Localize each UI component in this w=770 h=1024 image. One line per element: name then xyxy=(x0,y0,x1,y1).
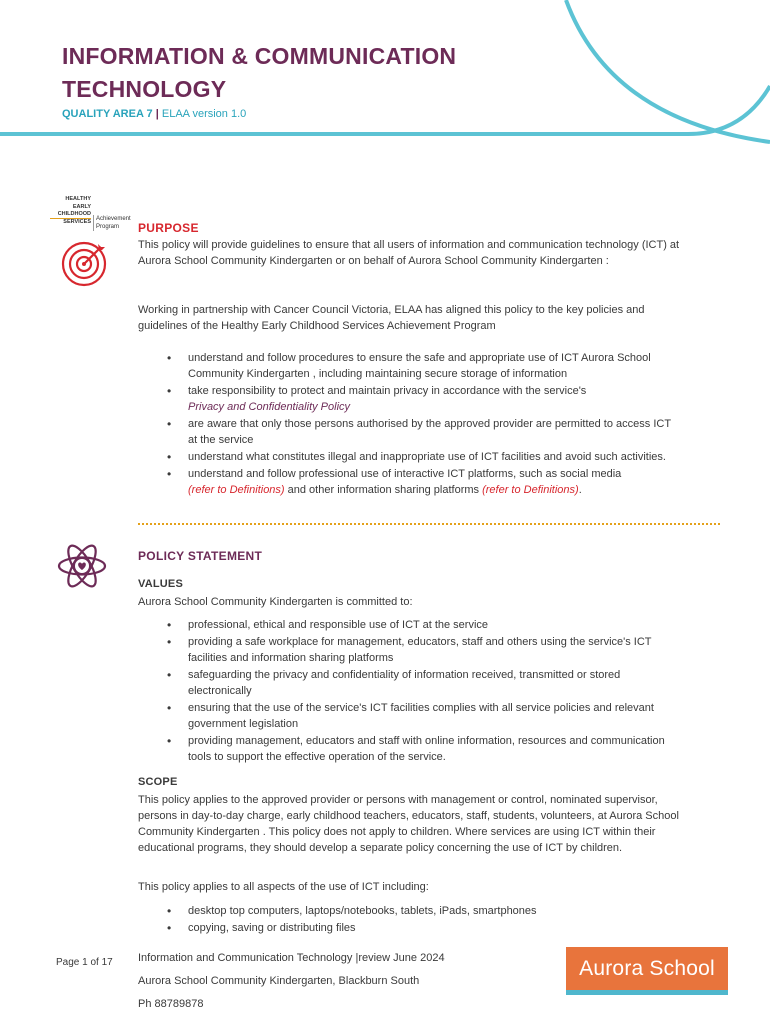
definitions-link[interactable]: (refer to Definitions) xyxy=(188,484,285,496)
policy-statement-heading: POLICY STATEMENT xyxy=(138,549,263,563)
list-item: • professional, ethical and responsible use of ICT at the service xyxy=(138,617,683,633)
footer-phone: Ph 88789878 xyxy=(138,998,204,1010)
scope-text: This policy applies to the approved provider or persons with management or control, nominated supervisor, persons in day-to-day charge, early childhood teachers, educators, staff, students, volunteers, at Aurora School Community Kindergarten . This policy does not apply to children. Where services are using ICT within their educational programs, they should develop a separate policy concerning the use of ICT by children. xyxy=(138,794,679,854)
list-item: • understand what constitutes illegal and inappropriate use of ICT facilities and avoid such activities. xyxy=(138,449,683,465)
list-item: • understand and follow professional use of interactive ICT platforms, such as social media (refer to Definitions) and other information sharing platforms (refer to Definitions). xyxy=(138,466,683,498)
list-item: • providing management, educators and staff with online information, resources and communication tools to support the effective operation of the service. xyxy=(138,733,683,765)
purpose-heading: PURPOSE xyxy=(138,221,199,235)
values-heading: VALUES xyxy=(138,578,184,590)
scope-list xyxy=(138,903,683,937)
values-list xyxy=(138,617,683,766)
list-item: • desktop top computers, laptops/notebooks, tablets, iPads, smartphones xyxy=(138,903,683,919)
privacy-policy-link[interactable]: Privacy and Confidentiality Policy xyxy=(188,401,351,413)
purpose-list xyxy=(138,350,683,499)
definitions-link[interactable]: (refer to Definitions) xyxy=(482,484,579,496)
scope-heading: SCOPE xyxy=(138,776,178,788)
hecs-badge: HEALTHY EARLY CHILDHOOD SERVICES Achievement Program xyxy=(50,196,124,236)
list-item: • are aware that only those persons authorised by the approved provider are permitted to access ICT at the service xyxy=(138,416,683,448)
list-item: • safeguarding the privacy and confidentiality of information received, transmitted or stored electronically xyxy=(138,667,683,699)
document-subtitle: QUALITY AREA 7 | ELAA version 1.0 xyxy=(62,108,247,120)
target-icon xyxy=(60,240,108,288)
list-item: • take responsibility to protect and maintain privacy in accordance with the service's Privacy and Confidentiality Policy xyxy=(138,383,683,415)
list-item: • ensuring that the use of the service's ICT facilities complies with all service policies and relevant government legislation xyxy=(138,700,683,732)
scope-applies: This policy applies to all aspects of the use of ICT including: xyxy=(138,881,429,893)
aurora-school-logo: Aurora School xyxy=(566,947,728,995)
footer-address: Aurora School Community Kindergarten, Blackburn South xyxy=(138,975,420,987)
document-title: INFORMATION & COMMUNICATION TECHNOLOGY xyxy=(62,43,457,102)
list-item: • providing a safe workplace for management, educators, staff and others using the service's ICT facilities and information sharing platforms xyxy=(138,634,683,666)
purpose-partnership: Working in partnership with Cancer Council Victoria, ELAA has aligned this policy to the key policies and guidelines of the Healthy Early Childhood Services Achievement Program xyxy=(138,304,645,332)
purpose-intro: This policy will provide guidelines to ensure that all users of information and communication technology (ICT) at Aurora School Community Kindergarten or on behalf of Aurora School Community Kindergarten : xyxy=(138,239,680,267)
page-number: Page 1 of 17 xyxy=(56,957,113,968)
values-intro: Aurora School Community Kindergarten is committed to: xyxy=(138,596,413,608)
list-item: • understand and follow procedures to ensure the safe and appropriate use of ICT Aurora School Community Kindergarten , including maintaining secure storage of information xyxy=(138,350,683,382)
list-item: • copying, saving or distributing files xyxy=(138,920,683,936)
section-divider xyxy=(138,523,720,525)
footer-review: Information and Communication Technology |review June 2024 xyxy=(138,952,445,964)
atom-heart-icon xyxy=(56,540,108,592)
